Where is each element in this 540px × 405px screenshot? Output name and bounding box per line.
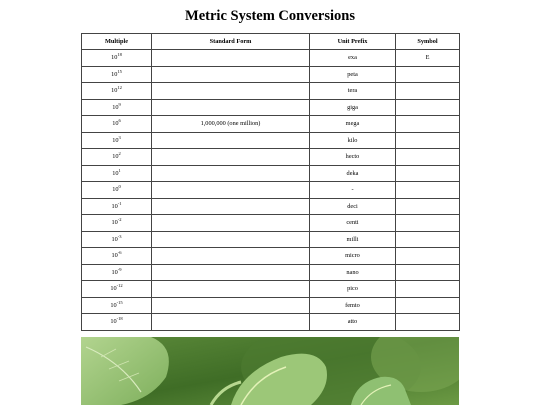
multiple-cell [82, 66, 152, 83]
symbol-cell [396, 132, 460, 149]
standard-form-cell [152, 83, 310, 100]
multiple-cell [82, 50, 152, 67]
standard-form-cell [152, 314, 310, 331]
standard-form-cell [152, 99, 310, 116]
table-header-row [82, 34, 460, 50]
multiple-cell [82, 116, 152, 133]
multiple-exponent: 12 [117, 85, 122, 91]
multiple-exponent: 3 [118, 134, 121, 140]
header-multiple: Multiple [82, 34, 152, 50]
unit-prefix-cell: atto [310, 314, 396, 331]
symbol-cell [396, 66, 460, 83]
table-row [82, 132, 460, 149]
multiple-base: 10 [112, 136, 119, 144]
unit-prefix-cell: peta [310, 66, 396, 83]
symbol-cell [396, 83, 460, 100]
symbol-cell [396, 231, 460, 248]
multiple-exponent: 9 [118, 101, 121, 107]
multiple-base: 10 [112, 103, 119, 111]
standard-form-cell [152, 231, 310, 248]
multiple-exponent: -6 [117, 250, 122, 256]
standard-form-cell [152, 132, 310, 149]
table-body [82, 50, 460, 331]
table-row [82, 198, 460, 215]
table-row [82, 297, 460, 314]
table-row [82, 66, 460, 83]
symbol-cell [396, 248, 460, 265]
header-symbol: Symbol [396, 34, 460, 50]
multiple-base: 10 [110, 285, 117, 293]
symbol-cell: E [396, 50, 460, 67]
standard-form-cell [152, 297, 310, 314]
multiple-exponent: -18 [116, 316, 123, 322]
multiple-exponent: 0 [118, 184, 121, 190]
table-row [82, 83, 460, 100]
unit-prefix-cell: kilo [310, 132, 396, 149]
multiple-exponent: -1 [117, 200, 122, 206]
multiple-exponent: 6 [118, 118, 121, 124]
multiple-base: 10 [110, 318, 117, 326]
multiple-exponent: 15 [117, 68, 122, 74]
table-row [82, 231, 460, 248]
unit-prefix-cell: micro [310, 248, 396, 265]
unit-prefix-cell: mega [310, 116, 396, 133]
multiple-cell [82, 198, 152, 215]
standard-form-cell [152, 165, 310, 182]
multiple-exponent: 18 [117, 52, 122, 58]
multiple-cell [82, 182, 152, 199]
standard-form-cell [152, 198, 310, 215]
unit-prefix-cell: deci [310, 198, 396, 215]
multiple-base: 10 [112, 120, 119, 128]
standard-form-cell [152, 264, 310, 281]
table-row [82, 99, 460, 116]
multiple-base: 10 [111, 70, 118, 78]
multiple-cell [82, 83, 152, 100]
multiple-cell [82, 264, 152, 281]
multiple-base: 10 [111, 268, 118, 276]
symbol-cell [396, 314, 460, 331]
standard-form-cell [152, 50, 310, 67]
multiple-exponent: -9 [117, 266, 122, 272]
header-standard-form: Standard Form [152, 34, 310, 50]
unit-prefix-cell: - [310, 182, 396, 199]
multiple-base: 10 [111, 202, 118, 210]
symbol-cell [396, 165, 460, 182]
symbol-cell [396, 215, 460, 232]
multiple-base: 10 [112, 186, 119, 194]
standard-form-cell [152, 149, 310, 166]
unit-prefix-cell: centi [310, 215, 396, 232]
multiple-cell [82, 314, 152, 331]
multiple-cell [82, 248, 152, 265]
multiple-cell [82, 281, 152, 298]
symbol-cell [396, 182, 460, 199]
multiple-exponent: -2 [117, 217, 122, 223]
page-title: Metric System Conversions [185, 8, 355, 24]
standard-form-cell [152, 281, 310, 298]
multiple-base: 10 [112, 169, 119, 177]
multiple-exponent: -15 [116, 299, 123, 305]
unit-prefix-cell: milli [310, 231, 396, 248]
multiple-base: 10 [110, 301, 117, 309]
symbol-cell [396, 116, 460, 133]
table-row [82, 248, 460, 265]
multiple-cell [82, 165, 152, 182]
unit-prefix-cell: giga [310, 99, 396, 116]
multiple-cell [82, 99, 152, 116]
table-row [82, 264, 460, 281]
standard-form-cell [152, 215, 310, 232]
symbol-cell [396, 264, 460, 281]
multiple-base: 10 [111, 252, 118, 260]
header-unit-prefix: Unit Prefix [310, 34, 396, 50]
symbol-cell [396, 297, 460, 314]
multiple-base: 10 [111, 54, 118, 62]
multiple-cell [82, 231, 152, 248]
multiple-cell [82, 215, 152, 232]
standard-form-cell: 1,000,000 (one million) [152, 116, 310, 133]
multiple-base: 10 [111, 87, 118, 95]
unit-prefix-cell: hecto [310, 149, 396, 166]
multiple-cell [82, 297, 152, 314]
symbol-cell [396, 281, 460, 298]
unit-prefix-cell: deka [310, 165, 396, 182]
symbol-cell [396, 198, 460, 215]
multiple-exponent: -3 [117, 233, 122, 239]
table-row [82, 182, 460, 199]
table-row [82, 116, 460, 133]
table-row [82, 165, 460, 182]
unit-prefix-cell: nano [310, 264, 396, 281]
unit-prefix-cell: pico [310, 281, 396, 298]
multiple-base: 10 [111, 235, 118, 243]
multiple-cell [82, 149, 152, 166]
multiple-base: 10 [111, 219, 118, 227]
unit-prefix-cell: exa [310, 50, 396, 67]
table-row [82, 215, 460, 232]
table-row [82, 281, 460, 298]
leaf-photo [81, 337, 459, 405]
table-row [82, 149, 460, 166]
multiple-base: 10 [112, 153, 119, 161]
multiple-cell [82, 132, 152, 149]
unit-prefix-cell: femto [310, 297, 396, 314]
conversion-table [81, 33, 460, 331]
symbol-cell [396, 99, 460, 116]
standard-form-cell [152, 66, 310, 83]
standard-form-cell [152, 182, 310, 199]
table-row [82, 50, 460, 67]
symbol-cell [396, 149, 460, 166]
unit-prefix-cell: tera [310, 83, 396, 100]
multiple-exponent: 1 [118, 167, 121, 173]
standard-form-cell [152, 248, 310, 265]
multiple-exponent: 2 [118, 151, 121, 157]
multiple-exponent: -12 [116, 283, 123, 289]
table-row [82, 314, 460, 331]
